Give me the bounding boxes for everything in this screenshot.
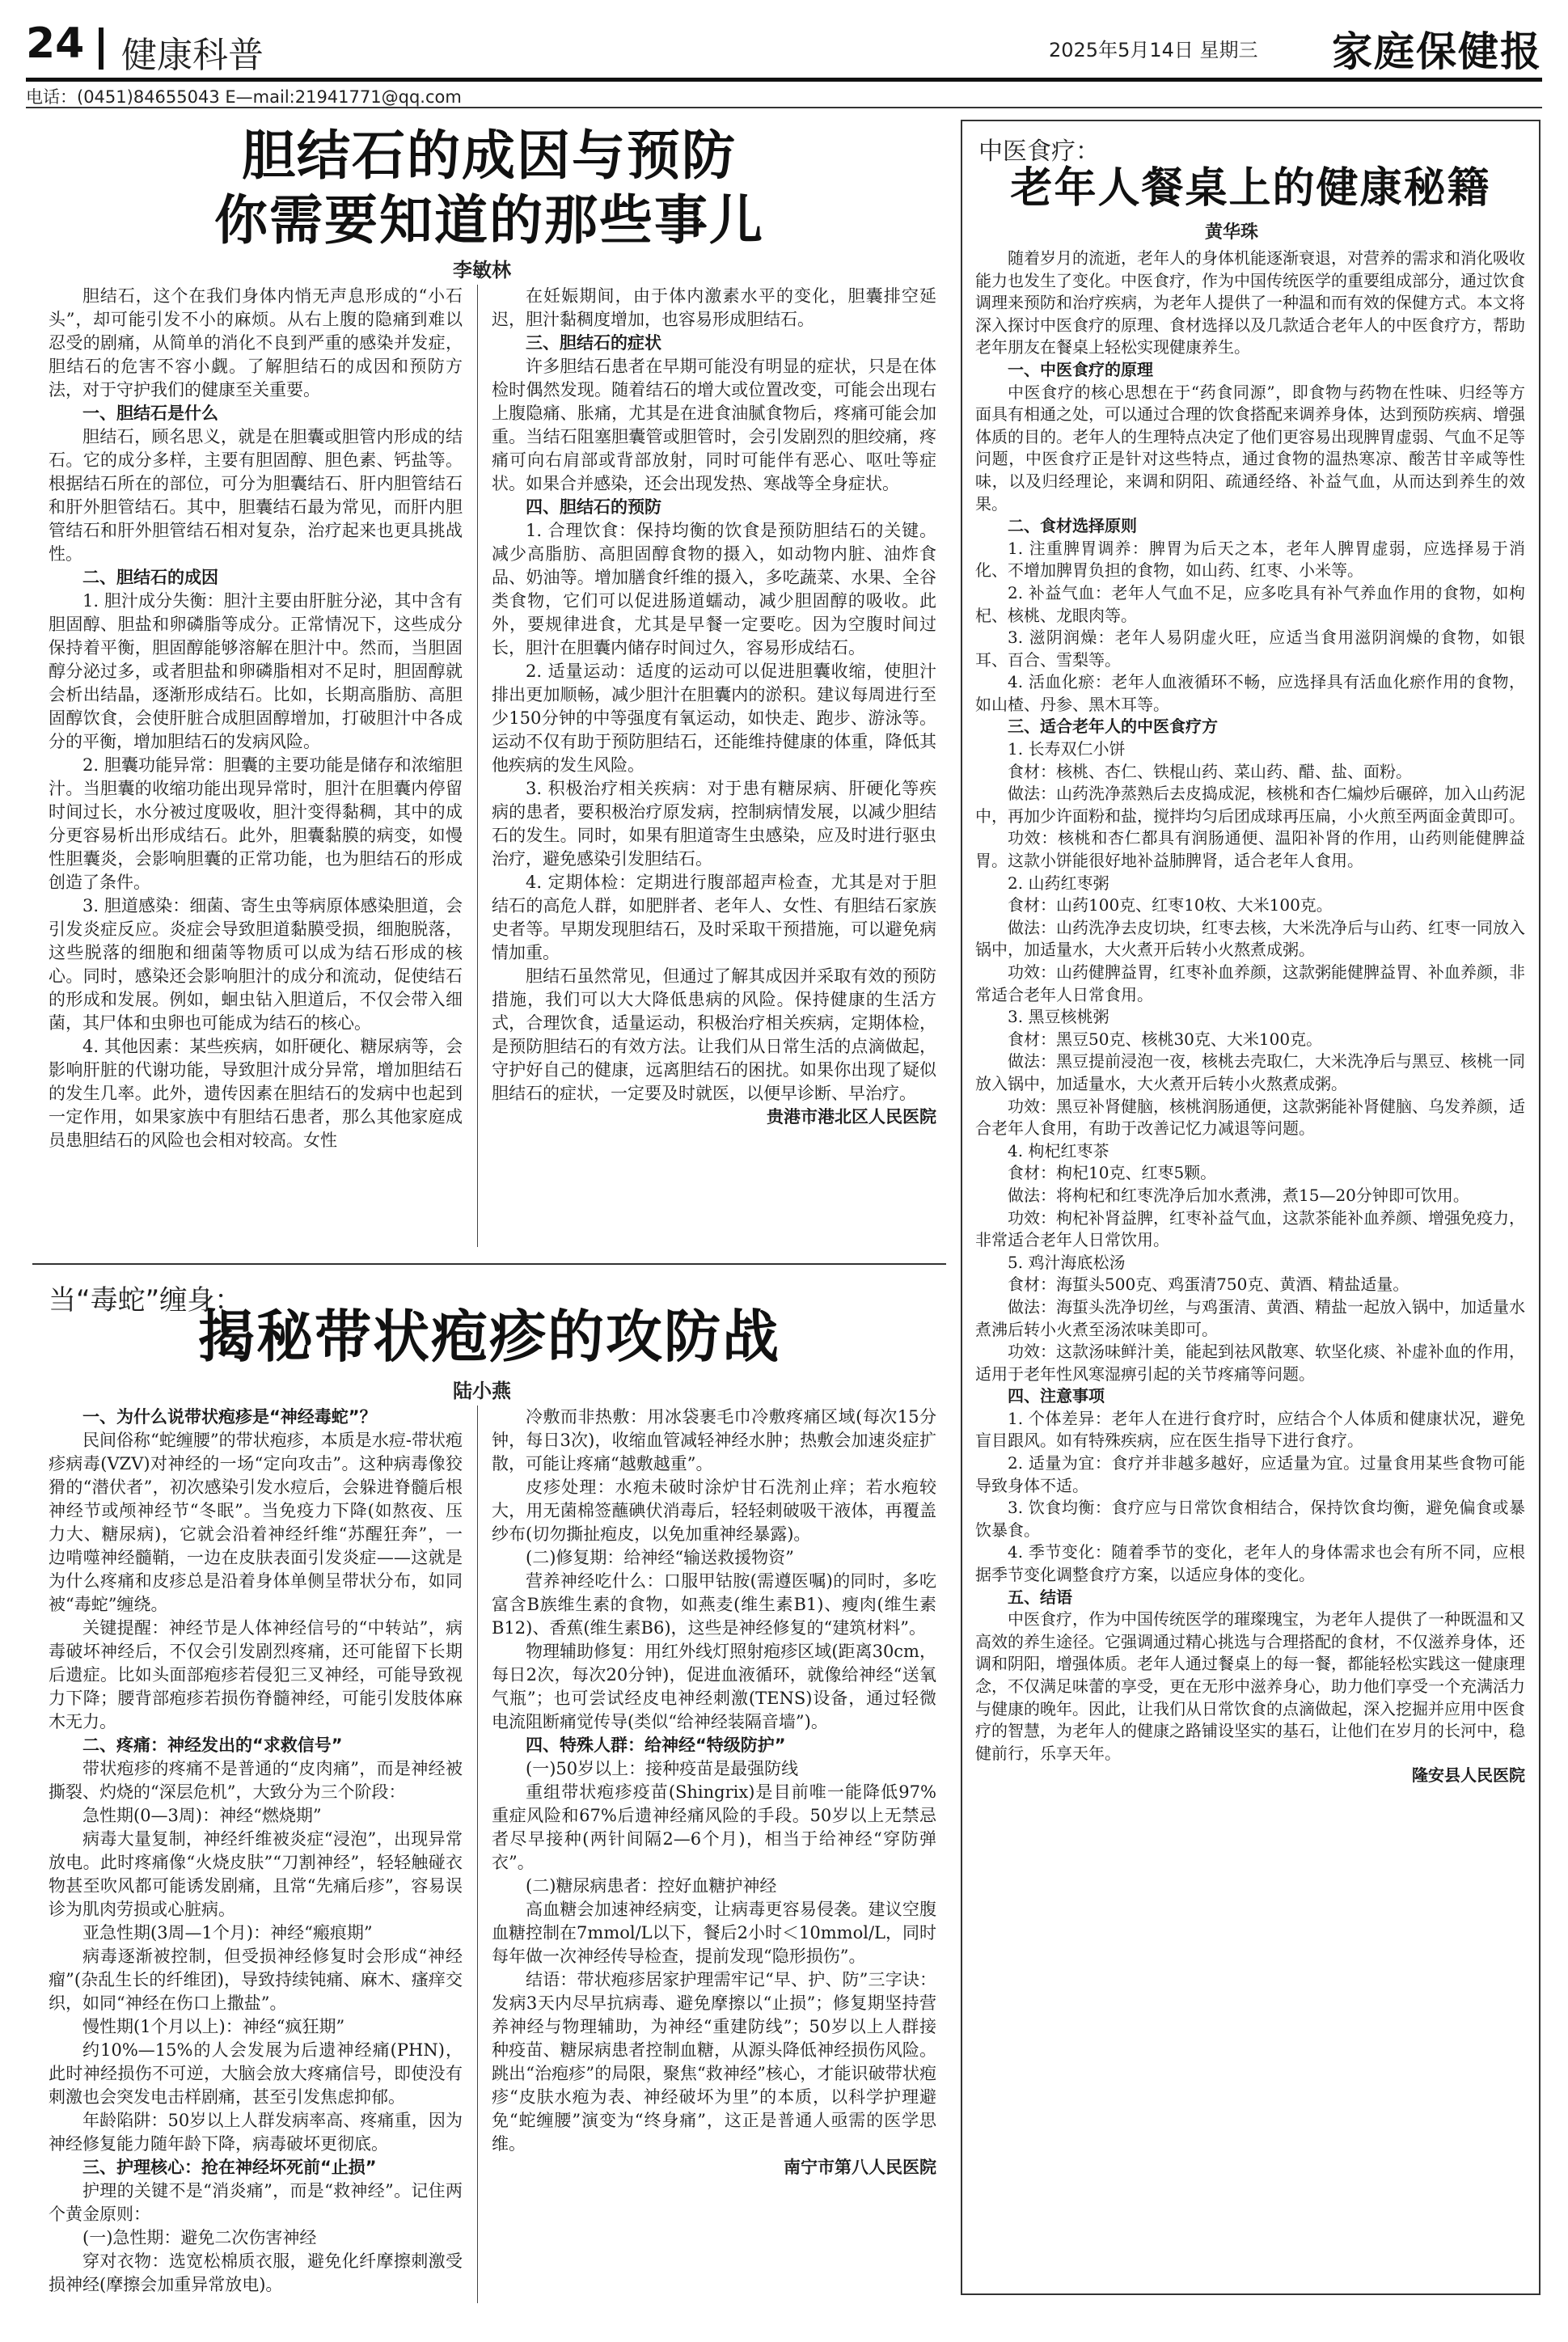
paper-name: 家庭保健报: [1332, 28, 1542, 75]
section-heading: 二、胆结石的成因: [82, 568, 218, 587]
article2-author: 陆小燕: [453, 1380, 511, 1402]
article-separator: [32, 1263, 946, 1265]
paragraph: 慢性期(1个月以上)：神经“疯狂期”: [82, 2017, 345, 2036]
section-heading: 三、适合老年人的中医食疗方: [1008, 717, 1218, 737]
paragraph: 胆结石虽然常见，但通过了解其成因并采取有效的预防措施，我们可以大大降低患病的风险。保持健康的生活方式，合理饮食，适量运动，积极治疗相关疾病，定期体检，是预防胆结石的有效方法。让我们从日常生活的点滴做起，守护好自己的健康，远离胆结石的困扰。如果你出现了疑似胆结石的症状，一定要及时就医，以便早诊断、早治疗。: [492, 966, 936, 1103]
article1-column-1: [49, 285, 463, 1255]
paragraph: 1. 个体差异：老年人在进行食疗时，应结合个人体质和健康状况，避免盲目跟风。如有特殊疾病，应在医生指导下进行食疗。: [975, 1408, 1525, 1451]
article2-title: 揭秘带状疱疹的攻防战: [198, 1303, 780, 1370]
paragraph: 功效：这款汤味鲜汁美，能起到祛风散寒、软坚化痰、补虚补血的作用，适用于老年性风寒湿痹引起的关节疼痛等问题。: [975, 1342, 1525, 1384]
paragraph: 护理的关键不是“消炎痛”，而是“救神经”。记住两个黄金原则：: [49, 2181, 463, 2224]
section-heading: 四、特殊人群：给神经“特级防护”: [526, 1735, 786, 1755]
article1-title-line2: 你需要知道的那些事儿: [214, 188, 764, 252]
article2-column-2: [492, 1406, 936, 2311]
paragraph: 2. 胆囊功能异常：胆囊的主要功能是储存和浓缩胆汁。当胆囊的收缩功能出现异常时，胆汁在胆囊内停留时间过长，水分被过度吸收，胆汁变得黏稠，其中的成分更容易析出形成结石。此外，胆囊黏膜的病变，如慢性胆囊炎，会影响胆囊的正常功能，也为胆结石的形成创造了条件。: [49, 755, 463, 892]
masthead: [26, 18, 1542, 76]
paragraph: 功效：山药健脾益胃，红枣补血养颜，这款粥能健脾益胃、补血养颜，非常适合老年人日常食用。: [975, 962, 1525, 1004]
masthead-rule: [26, 78, 1542, 82]
paragraph: 做法：山药洗净去皮切块，红枣去核，大米洗净后与山药、红枣一同放入锅中，加适量水，大火煮开后转小火熬煮成粥。: [975, 917, 1525, 960]
paragraph: 中医食疗，作为中国传统医学的璀璨瑰宝，为老年人提供了一种既温和又高效的养生途径。它强调通过精心挑选与合理搭配的食材，不仅滋养身体，还调和阴阳，增强体质。老年人通过餐桌上的每一餐，都能轻松实践这一健康理念，不仅满足味蕾的享受，更在无形中滋养身心，助力他们享受一个充满活力与健康的晚年。因此，让我们从日常饮食的点滴做起，深入挖掘并应用中医食疗的智慧，为老年人的健康之路铺设坚实的基石，让他们在岁月的长河中，稳健前行，乐享天年。: [975, 1609, 1525, 1763]
paragraph: 食材：黑豆50克、核桃30克、大米100克。: [1008, 1029, 1323, 1049]
paragraph: 关键提醒：神经节是人体神经信号的“中转站”，病毒破坏神经后，不仅会引发剧烈疼痛，还可能留下长期后遗症。比如头面部疱疹若侵犯三叉神经，可能导致视力下降；腰背部疱疹若损伤脊髓神经，可能引发肢体麻木无力。: [49, 1618, 463, 1731]
article3-kicker: 中医食疗：: [978, 137, 1100, 166]
paragraph: (二)修复期：给神经“输送救援物资”: [526, 1548, 794, 1567]
paragraph: 食材：海蜇头500克、鸡蛋清750克、黄酒、精盐适量。: [1008, 1275, 1410, 1295]
paragraph: 5. 鸡汁海底松汤: [1008, 1252, 1126, 1272]
paragraph: 2. 山药红枣粥: [1008, 873, 1109, 893]
paragraph: 约10%—15%的人会发展为后遗神经痛(PHN)，此时神经损伤不可逆，大脑会放大疼痛信号，即使没有刺激也会突发电击样剧痛，甚至引发焦虑抑郁。: [49, 2040, 463, 2107]
paragraph: 病毒大量复制，神经纤维被炎症“浸泡”，出现异常放电。此时疼痛像“火烧皮肤”“刀割神经”，轻轻触碰衣物甚至吹风都可能诱发剧痛，且常“先痛后疹”，容易误诊为肌肉劳损或心脏病。: [49, 1829, 463, 1919]
paragraph: 食材：核桃、杏仁、铁棍山药、菜山药、醋、盐、面粉。: [1008, 761, 1412, 781]
section-name: 健康科普: [121, 35, 264, 76]
article1-title-line1: 胆结石的成因与预防: [242, 124, 737, 187]
paragraph: 许多胆结石患者在早期可能没有明显的症状，只是在体检时偶然发现。随着结石的增大或位置改变，可能会出现右上腹隐痛、胀痛，尤其是在进食油腻食物后，疼痛可能会加重。当结石阻塞胆囊管或胆管时，会引发剧烈的胆绞痛，疼痛可向右肩部或背部放射，同时可能伴有恶心、呕吐等症状。如果合并感染，还会出现发热、寒战等全身症状。: [492, 357, 936, 493]
paragraph: 4. 定期体检：定期进行腹部超声检查，尤其是对于胆结石的高危人群，如肥胖者、老年人、女性、有胆结石家族史者等。早期发现胆结石，及时采取干预措施，可以避免病情加重。: [492, 873, 936, 962]
hospital-credit: 南宁市第八人民医院: [784, 2158, 936, 2177]
paragraph: 民间俗称“蛇缠腰”的带状疱疹，本质是水痘-带状疱疹病毒(VZV)对神经的一场“定向攻击”。这种病毒像狡猾的“潜伏者”，初次感染引发水痘后，会躲进脊髓后根神经节或颅神经节“冬眠”。当免疫力下降(如熬夜、压力大、糖尿病)，它就会沿着神经纤维“苏醒狂奔”，一边啃噬神经髓鞘，一边在皮肤表面引发炎症——这就是为什么疼痛和皮疹总是沿着身体单侧呈带状分布，如同被“毒蛇”缠绕。: [49, 1431, 463, 1614]
article2-column-1: [49, 1406, 463, 2311]
section-heading: 二、食材选择原则: [1008, 516, 1137, 536]
paragraph: 2. 适量运动：适度的运动可以促进胆囊收缩，使胆汁排出更加顺畅，减少胆汁在胆囊内的淤积。建议每周进行至少150分钟的中等强度有氧运动，如快走、跑步、游泳等。运动不仅有助于预防胆结石，还能维持健康的体重，降低其他疾病的发生风险。: [492, 662, 936, 775]
paragraph: 物理辅助修复：用红外线灯照射疱疹区域(距离30cm，每日2次，每次20分钟)，促进血液循环，就像给神经“送氧气瓶”；也可尝试经皮电神经刺激(TENS)设备，通过轻微电流阻断痛觉传导(类似“给神经装隔音墙”)。: [492, 1642, 936, 1731]
paragraph: (二)糖尿病患者：控好血糖护神经: [526, 1876, 777, 1896]
paragraph: 营养神经吃什么：口服甲钴胺(需遵医嘱)的同时，多吃富含B族维生素的食物，如燕麦(维生素B1)、瘦肉(维生素B12)、香蕉(维生素B6)，这些是神经修复的“建筑材料”。: [492, 1571, 936, 1638]
paragraph: 3. 饮食均衡：食疗应与日常饮食相结合，保持饮食均衡，避免偏食或暴饮暴食。: [975, 1498, 1525, 1540]
section-heading: 一、胆结石是什么: [82, 404, 218, 423]
paragraph: 食材：山药100克、红枣10枚、大米100克。: [1008, 895, 1333, 915]
paragraph: (一)急性期：避免二次伤害神经: [82, 2228, 317, 2247]
paragraph: 功效：枸杞补肾益脾，红枣补益气血，这款茶能补血养颜、增强免疫力，非常适合老年人日常饮用。: [975, 1207, 1525, 1250]
paragraph: 病毒逐渐被控制，但受损神经修复时会形成“神经瘤”(杂乱生长的纤维团)，导致持续钝痛、麻木、瘙痒交织，如同“神经在伤口上撒盐”。: [49, 1947, 463, 2013]
masthead-divider: [99, 27, 104, 70]
section-heading: 三、护理核心：抢在神经坏死前“止损”: [82, 2158, 377, 2177]
paragraph: 亚急性期(3周—1个月)：神经“瘢痕期”: [82, 1923, 373, 1943]
paragraph: 重组带状疱疹疫苗(Shingrix)是目前唯一能降低97%重症风险和67%后遗神经痛风险的手段。50岁以上无禁忌者尽早接种(两针间隔2—6个月)，相当于给神经“穿防弹衣”。: [492, 1782, 936, 1872]
section-heading: 五、结语: [1008, 1587, 1072, 1607]
paragraph: 1. 长寿双仁小饼: [1008, 739, 1126, 759]
paragraph: 1. 注重脾胃调养：脾胃为后天之本，老年人脾胃虚弱，应选择易于消化、不增加脾胃负担的食物，如山药、红枣、小米等。: [975, 538, 1525, 581]
paragraph: 做法：将枸杞和红枣洗净后加水煮沸，煮15—20分钟即可饮用。: [1008, 1185, 1469, 1205]
paragraph: 做法：山药洗净蒸熟后去皮捣成泥，核桃和杏仁煸炒后碾碎，加入山药泥中，再加少许面粉和盐，搅拌均匀后团成球再压扁，小火煎至两面金黄即可。: [975, 784, 1525, 826]
article2-kicker: 当“毒蛇”缠身：: [49, 1284, 243, 1317]
section-heading: 三、胆结石的症状: [526, 333, 661, 353]
paragraph: 1. 胆汁成分失衡：胆汁主要由肝脏分泌，其中含有胆固醇、胆盐和卵磷脂等成分。正常情况下，这些成分保持着平衡，胆固醇能够溶解在胆汁中。然而，当胆固醇分泌过多，或者胆盐和卵磷脂相对不足时，胆固醇就会析出结晶，逐渐形成结石。比如，长期高脂肪、高胆固醇饮食，会使肝脏合成胆固醇增加，打破胆汁中各成分的平衡，增加胆结石的发病风险。: [49, 591, 463, 751]
paragraph: 2. 适量为宜：食疗并非越多越好，应适量为宜。过量食用某些食物可能导致身体不适。: [975, 1453, 1525, 1495]
paragraph: 功效：核桃和杏仁都具有润肠通便、温阳补肾的作用，山药则能健脾益胃。这款小饼能很好地补益肺脾肾，适合老年人食用。: [975, 828, 1525, 871]
paragraph: 带状疱疹的疼痛不是普通的“皮肉痛”，而是神经被撕裂、灼烧的“深层危机”，大致分为三个阶段：: [49, 1759, 463, 1802]
paragraph: 皮疹处理：水疱未破时涂炉甘石洗剂止痒；若水疱较大，用无菌棉签蘸碘伏消毒后，轻轻刺破吸干液体，再覆盖纱布(切勿撕扯疱皮，以免加重神经暴露)。: [492, 1477, 936, 1544]
article1-column-divider: [477, 285, 478, 1247]
paragraph: 4. 其他因素：某些疾病，如肝硬化、糖尿病等，会影响肝脏的代谢功能，导致胆汁成分异常，增加胆结石的发生几率。此外，遗传因素在胆结石的发病中也起到一定作用，如果家族中有胆结石患者，那么其他家庭成员患胆结石的风险也会相对较高。女性: [49, 1037, 463, 1150]
section-heading: 一、为什么说带状疱疹是“神经毒蛇”？: [82, 1407, 377, 1427]
paragraph: 2. 补益气血：老年人气血不足，应多吃具有补气养血作用的食物，如枸杞、核桃、龙眼肉等。: [975, 582, 1525, 625]
paragraph: 结语：带状疱疹居家护理需牢记“早、护、防”三字诀：发病3天内尽早抗病毒、避免摩擦以“止损”；修复期坚持营养神经与物理辅助，为神经“重建防线”；50岁以上人群接种疫苗、糖尿病患者控制血糖，从源头降低神经损伤风险。跳出“治疱疹”的局限，聚焦“救神经”核心，才能识破带状疱疹“皮肤水疱为表、神经破坏为里”的本质，以科学护理避免“蛇缠腰”演变为“终身痛”，这正是普通人亟需的医学思维。: [492, 1970, 936, 2154]
paragraph: (一)50岁以上：接种疫苗是最强防线: [526, 1759, 799, 1778]
section-heading: 一、中医食疗的原理: [1008, 359, 1153, 379]
paragraph: 中医食疗的核心思想在于“药食同源”，即食物与药物在性味、归经等方面具有相通之处，可以通过合理的饮食搭配来调养身体，达到预防疾病、增强体质的目的。老年人的生理特点决定了他们更容易出现脾胃虚弱、气血不足等问题，中医食疗正是针对这些特点，通过食物的温热寒凉、酸苦甘辛咸等性味，以及归经理论，来调和阴阳、疏通经络、补益气血，从而达到养生的效果。: [975, 382, 1525, 514]
paragraph: 食材：枸杞10克、红枣5颗。: [1008, 1163, 1217, 1183]
paragraph: 在妊娠期间，由于体内激素水平的变化，胆囊排空延迟，胆汁黏稠度增加，也容易形成胆结石。: [492, 286, 936, 329]
article2-column-divider: [477, 1406, 478, 2303]
paragraph: 3. 胆道感染：细菌、寄生虫等病原体感染胆道，会引发炎症反应。炎症会导致胆道黏膜受损，细胞脱落，这些脱落的细胞和细菌等物质可以成为结石形成的核心。同时，感染还会影响胆汁的成分和流动，促使结石的形成和发展。例如，蛔虫钻入胆道后，不仅会带入细菌，其尸体和虫卵也可能成为结石的核心。: [49, 896, 463, 1033]
paragraph: 急性期(0—3周)：神经“燃烧期”: [82, 1806, 322, 1825]
paragraph: 高血糖会加速神经病变，让病毒更容易侵袭。建议空腹血糖控制在7mmol/L以下，餐后2小时＜10mmol/L，同时每年做一次神经传导检查，提前发现“隐形损伤”。: [492, 1900, 936, 1966]
issue-date: 2025年5月14日 星期三: [1049, 39, 1258, 61]
article3-title: 老年人餐桌上的健康秘籍: [1010, 163, 1491, 213]
article3-author: 黄华珠: [1205, 222, 1259, 243]
paragraph: 4. 季节变化：随着季节的变化，老年人的身体需求也会有所不同，应根据季节变化调整食疗方案，以适应身体的变化。: [975, 1542, 1525, 1585]
paragraph: 年龄陷阱：50岁以上人群发病率高、疼痛重，因为神经修复能力随年龄下降，病毒破坏更彻底。: [49, 2111, 463, 2154]
paragraph: 做法：海蜇头洗净切丝，与鸡蛋清、黄酒、精盐一起放入锅中，加适量水煮沸后转小火煮至汤浓味美即可。: [975, 1296, 1525, 1339]
paragraph: 4. 枸杞红枣茶: [1008, 1140, 1109, 1160]
paragraph: 4. 活血化瘀：老年人血液循环不畅，应选择具有活血化瘀作用的食物，如山楂、丹参、黑木耳等。: [975, 672, 1525, 714]
paragraph: 冷敷而非热敷：用冰袋裹毛巾冷敷疼痛区域(每次15分钟，每日3次)，收缩血管减轻神经水肿；热敷会加速炎症扩散，可能让疼痛“越敷越重”。: [492, 1407, 936, 1473]
hospital-credit: 贵港市港北区人民医院: [767, 1107, 936, 1127]
paragraph: 胆结石，这个在我们身体内悄无声息形成的“小石头”，却可能引发不小的麻烦。从右上腹的隐痛到难以忍受的剧痛，从简单的消化不良到严重的感染并发症，胆结石的危害不容小觑。了解胆结石的成因和预防方法，对于守护我们的健康至关重要。: [49, 286, 463, 399]
paragraph: 3. 黑豆核桃粥: [1008, 1007, 1109, 1027]
section-heading: 四、胆结石的预防: [526, 497, 661, 517]
paragraph: 3. 积极治疗相关疾病：对于患有糖尿病、肝硬化等疾病的患者，要积极治疗原发病，控制病情发展，以减少胆结石的发生。同时，如果有胆道寄生虫感染，应及时进行驱虫治疗，避免感染引发胆结石。: [492, 779, 936, 869]
paragraph: 穿对衣物：选宽松棉质衣服，避免化纤摩擦刺激受损神经(摩擦会加重异常放电)。: [49, 2251, 463, 2294]
article3-body: [975, 247, 1525, 2285]
paragraph: 功效：黑豆补肾健脑，核桃润肠通便，这款粥能补肾健脑、乌发养颜，适合老年人食用，有助于改善记忆力减退等问题。: [975, 1096, 1525, 1139]
section-heading: 二、疼痛：神经发出的“求救信号”: [82, 1735, 343, 1755]
page-number: 24: [26, 19, 85, 68]
article1-column-2: [492, 285, 936, 1255]
paragraph: 1. 合理饮食：保持均衡的饮食是预防胆结石的关键。减少高脂肪、高胆固醇食物的摄入，如动物内脏、油炸食品、奶油等。增加膳食纤维的摄入，多吃蔬菜、水果、全谷类食物，它们可以促进肠道蠕动，减少胆固醇的吸收。此外，要规律进食，尤其是早餐一定要吃。因为空腹时间过长，胆汁在胆囊内储存时间过久，容易形成结石。: [492, 521, 936, 657]
article1-author: 李敏林: [453, 259, 511, 281]
contact-line: 电话：(0451)84655043 E—mail:21941771@qq.com: [26, 87, 462, 107]
section-heading: 四、注意事项: [1008, 1386, 1105, 1406]
paragraph: 3. 滋阴润燥：老年人易阴虚火旺，应适当食用滋阴润燥的食物，如银耳、百合、雪梨等。: [975, 628, 1525, 670]
paragraph: 随着岁月的流逝，老年人的身体机能逐渐衰退，对营养的需求和消化吸收能力也发生了变化。中医食疗，作为中国传统医学的重要组成部分，通过饮食调理来预防和治疗疾病，为老年人提供了一种温和而有效的保健方式。本文将深入探讨中医食疗的原理、食材选择以及几款适合老年人的中医食疗方，帮助老年朋友在餐桌上轻松实现健康养生。: [975, 248, 1525, 357]
hospital-credit: 隆安县人民医院: [1412, 1765, 1525, 1786]
paragraph: 胆结石，顾名思义，就是在胆囊或胆管内形成的结石。它的成分多样，主要有胆固醇、胆色素、钙盐等。根据结石所在的部位，可分为胆囊结石、肝内胆管结石和肝外胆管结石。其中，胆囊结石最为常见，而肝内胆管结石和肝外胆管结石相对复杂，治疗起来也更具挑战性。: [49, 427, 463, 564]
paragraph: 做法：黑豆提前浸泡一夜，核桃去壳取仁，大米洗净后与黑豆、核桃一同放入锅中，加适量水，大火煮开后转小火熬煮成粥。: [975, 1051, 1525, 1093]
contact-rule: [26, 107, 1542, 108]
